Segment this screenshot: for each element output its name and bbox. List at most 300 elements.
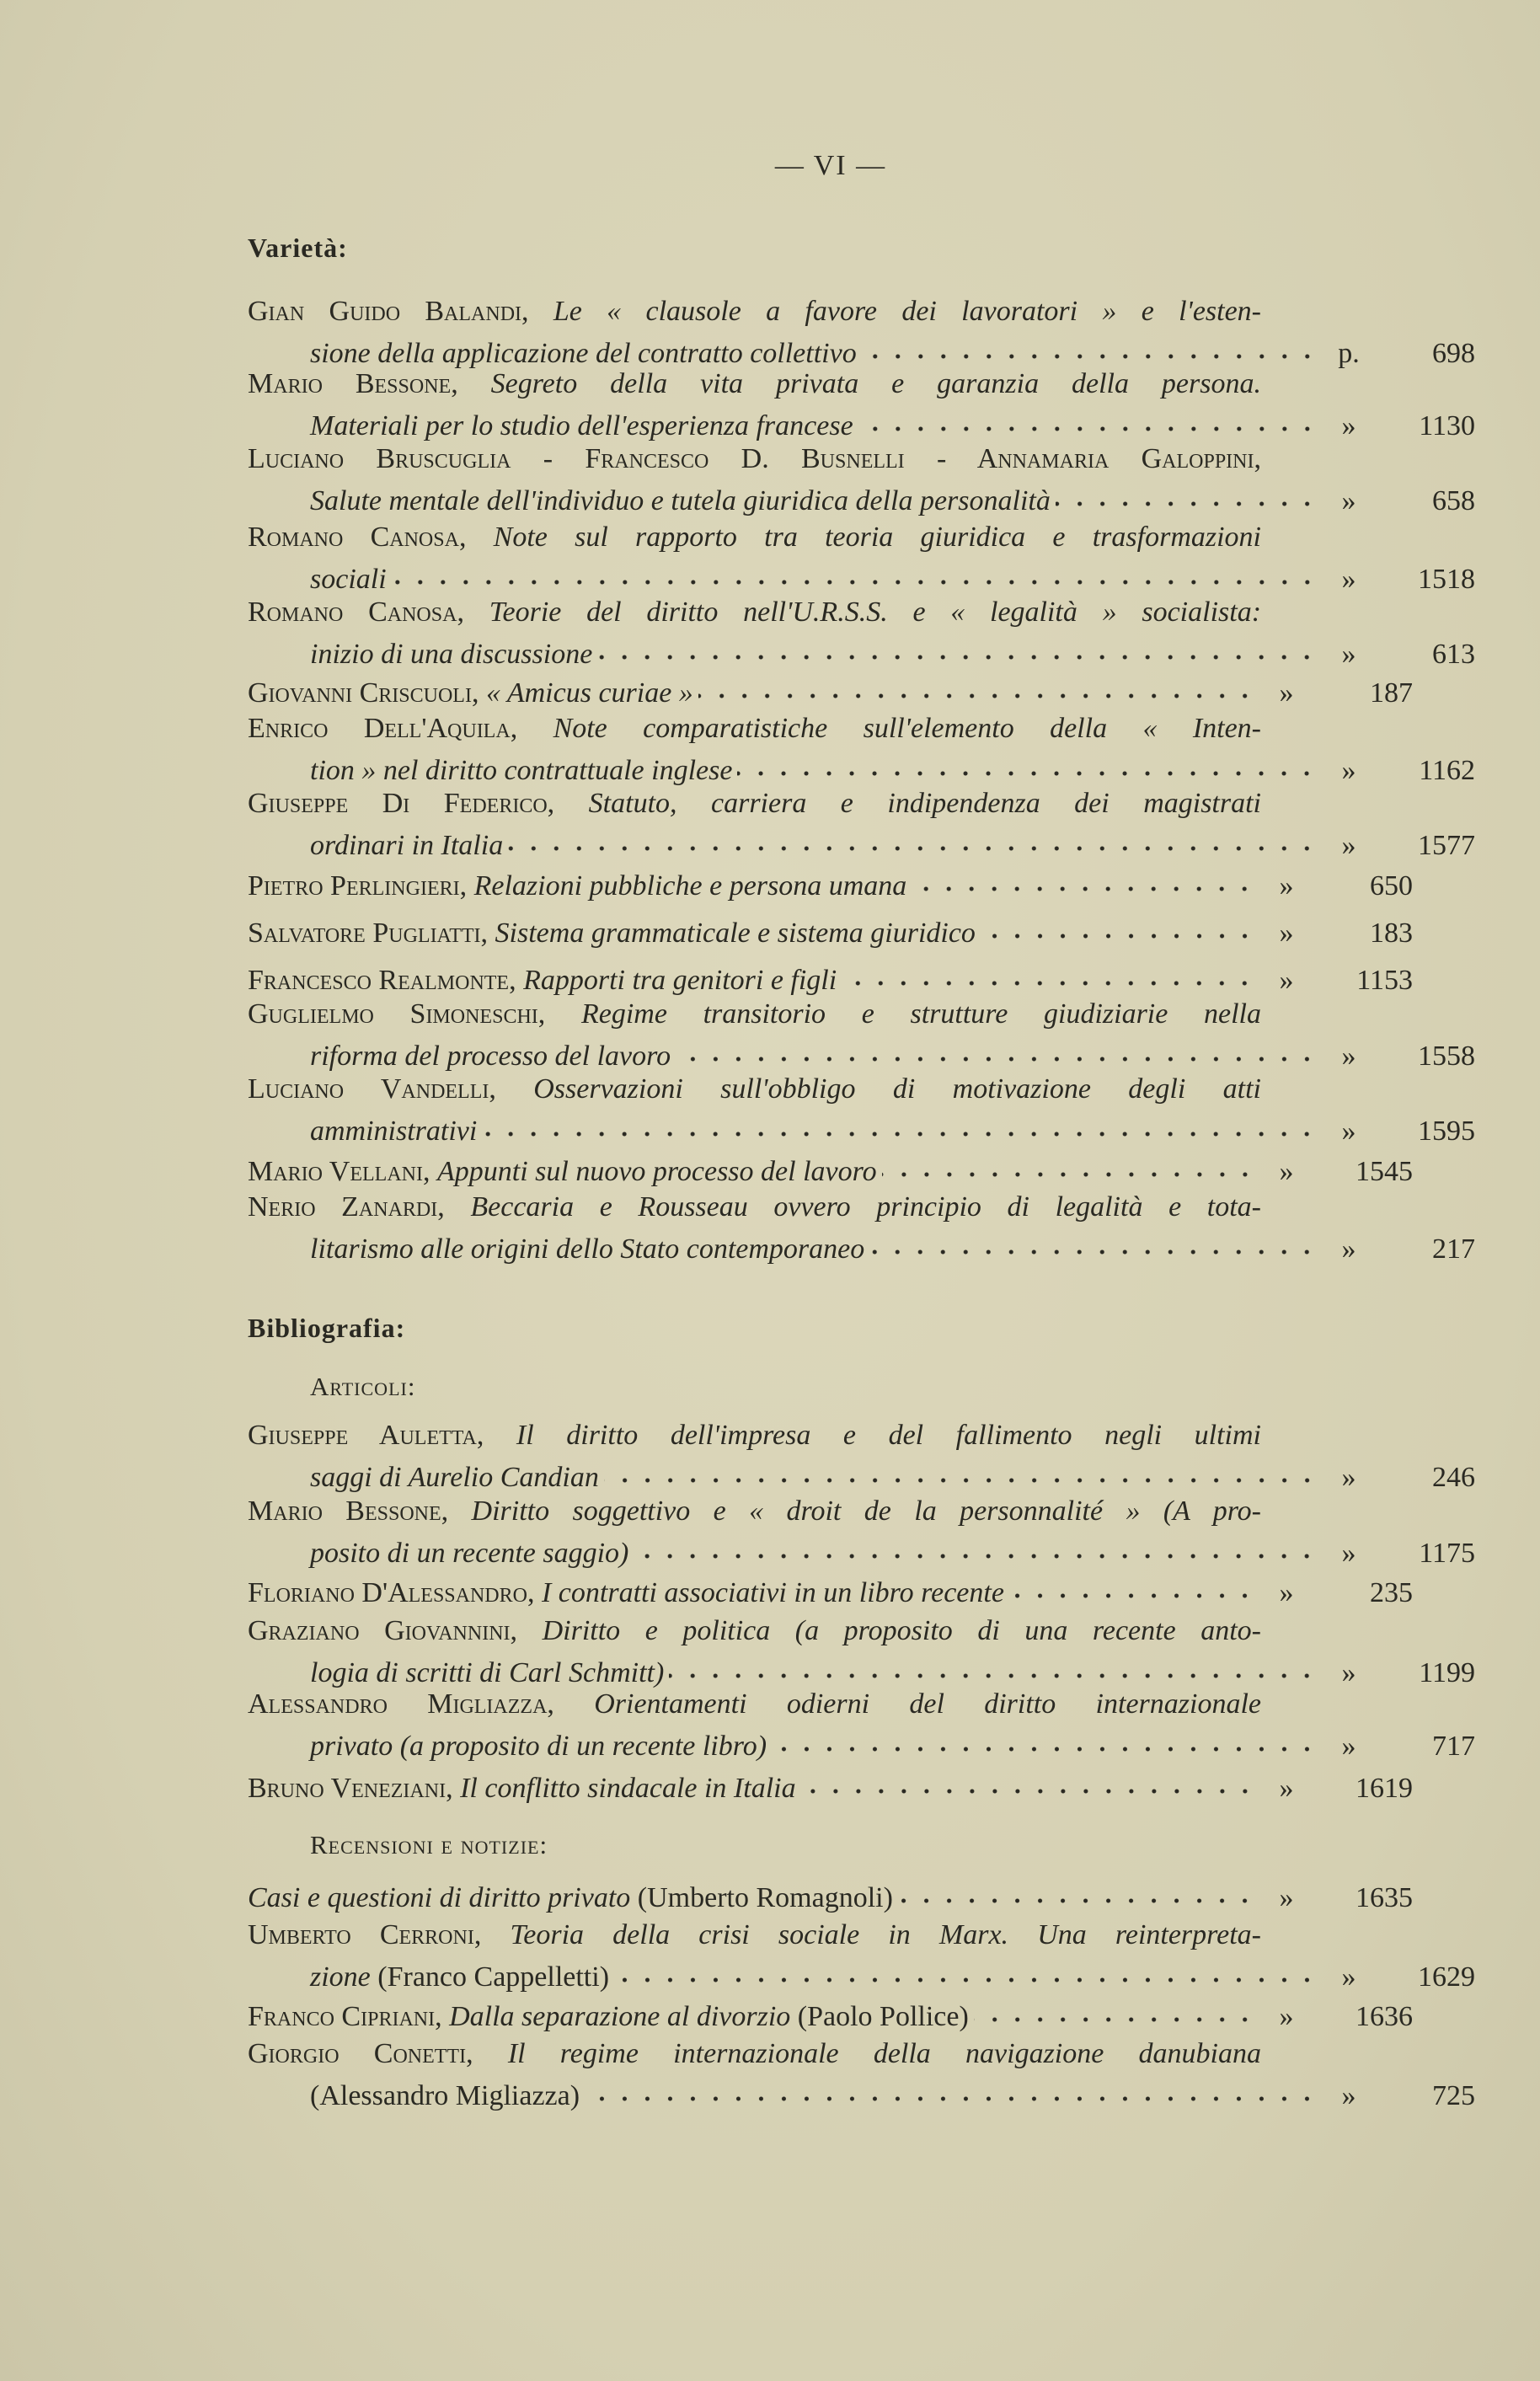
entry-leader-wrap xyxy=(310,629,1323,671)
toc-entry xyxy=(248,908,1413,950)
page-marker: » xyxy=(1341,485,1356,516)
page-number: 1619 xyxy=(1356,1773,1413,1804)
toc-entry xyxy=(248,1873,1413,1915)
entry-author: Giuseppe Auletta xyxy=(248,1420,477,1451)
entry-last-line xyxy=(248,401,1475,443)
page-number: 1629 xyxy=(1418,1961,1475,1993)
entry-title: ordinari in Italia xyxy=(310,830,504,861)
comma: , xyxy=(509,965,524,996)
entry-line-text xyxy=(248,1918,1261,1952)
dot-leader xyxy=(898,1873,1256,1907)
entry-leader-wrap xyxy=(310,329,1323,371)
entry-author: Bruno Veneziani xyxy=(248,1773,446,1804)
entry-leader-wrap xyxy=(310,401,1323,443)
dot-leader xyxy=(669,1648,1318,1682)
entry-last-line xyxy=(248,1721,1475,1763)
entry-title: Teoria della crisi sociale in Marx. Una reinterpreta- xyxy=(510,1919,1261,1950)
entry-author: Nerio Zanardi xyxy=(248,1191,438,1223)
entry-last-line xyxy=(248,821,1475,863)
toc-entry xyxy=(248,1073,1475,1148)
page-number: 717 xyxy=(1432,1731,1475,1762)
entry-title: Statuto, carriera e indipendenza dei magistrati xyxy=(588,788,1261,819)
entry-title: Il diritto dell'impresa e del fallimento negli ultimi xyxy=(516,1420,1261,1451)
entry-author: Guglielmo Simoneschi xyxy=(248,998,538,1030)
dot-leader xyxy=(392,554,1318,588)
entry-author: Giovanni Criscuoli xyxy=(248,677,472,709)
comma: , xyxy=(537,998,581,1030)
entry-leader-wrap xyxy=(248,668,1261,710)
entry-line-text xyxy=(310,1961,609,1994)
entry-leader-wrap xyxy=(310,476,1323,518)
page-marker: » xyxy=(1341,1233,1356,1265)
page-number: 1130 xyxy=(1419,410,1475,441)
page-number: 235 xyxy=(1370,1577,1413,1608)
entry-leader-wrap xyxy=(310,1031,1323,1073)
entry-title: riforma del processo del lavoro xyxy=(310,1041,671,1072)
entry-title: Osservazioni sull'obbligo di motivazione degli atti xyxy=(533,1073,1261,1105)
toc-entry xyxy=(248,442,1475,518)
page-number: 183 xyxy=(1370,918,1413,949)
entry-author: Giuseppe Di Federico xyxy=(248,788,548,819)
entry-title: Il conflitto sindacale in Italia xyxy=(460,1773,796,1804)
toc-entry xyxy=(248,1688,1475,1763)
page-number: 725 xyxy=(1432,2080,1475,2111)
entry-author: Mario Bessone xyxy=(248,368,452,399)
page-marker: » xyxy=(1341,639,1356,670)
entry-line-text xyxy=(248,1576,1004,1610)
entry-line xyxy=(248,1495,1413,1528)
entry-title: Segreto della vita privata e garanzia della persona. xyxy=(490,368,1261,399)
entry-last-line xyxy=(248,668,1413,710)
page-number: 698 xyxy=(1432,338,1475,369)
entry-leader-wrap xyxy=(310,1528,1323,1570)
comma: , xyxy=(547,788,589,819)
entry-title: tion » nel diritto contrattuale inglese xyxy=(310,755,733,786)
dot-leader xyxy=(482,1106,1318,1140)
entry-last-line xyxy=(248,1952,1475,1994)
entry-author: Franco Cipriani xyxy=(248,2001,436,2032)
page-number: 1199 xyxy=(1419,1657,1475,1688)
dot-leader xyxy=(508,821,1318,854)
toc-entry xyxy=(248,1614,1475,1690)
toc-entry xyxy=(248,955,1413,998)
entry-last-line xyxy=(248,1568,1413,1610)
entry-line xyxy=(248,367,1413,401)
entry-author: Mario Vellani xyxy=(248,1156,423,1187)
comma: , xyxy=(473,1919,511,1950)
toc-entry xyxy=(248,295,1475,371)
page-marker: » xyxy=(1341,1041,1356,1072)
entry-leader-wrap xyxy=(310,1224,1323,1266)
entry-line xyxy=(248,2037,1413,2071)
entry-line-text xyxy=(248,1614,1261,1648)
entry-last-line xyxy=(248,329,1475,371)
entry-line-text xyxy=(310,1040,671,1073)
toc-entry xyxy=(248,521,1475,597)
toc-entry xyxy=(248,1419,1475,1495)
entry-leader-wrap xyxy=(310,1453,1323,1495)
entry-title: Casi e questioni di diritto privato xyxy=(248,1882,631,1913)
dot-leader xyxy=(981,908,1256,942)
entry-author: Luciano Bruscuglia - Francesco D. Busnelli - Annamaria Galoppini xyxy=(248,443,1254,474)
entry-line-text xyxy=(310,638,592,671)
toc-entry xyxy=(248,861,1413,903)
entry-line-text xyxy=(248,2037,1261,2071)
entry-title: Dalla separazione al divorzio xyxy=(449,2001,791,2032)
entry-line-text xyxy=(248,712,1261,746)
page-number: 1518 xyxy=(1418,564,1475,595)
toc-entry xyxy=(248,712,1475,788)
page-marker: p. xyxy=(1338,338,1360,369)
entry-leader-wrap xyxy=(248,1873,1261,1915)
page-marker: » xyxy=(1279,2001,1294,2032)
entry-title: inizio di una discussione xyxy=(310,639,593,670)
entry-leader-wrap xyxy=(310,1106,1323,1148)
entry-line xyxy=(248,1614,1413,1648)
page-marker: » xyxy=(1341,1538,1356,1569)
entry-leader-wrap xyxy=(310,746,1323,788)
entry-line xyxy=(248,1073,1413,1106)
subsection-heading-recensioni: Recensioni e notizie: xyxy=(310,1830,548,1859)
entry-title: Le « clausole a favore dei lavoratori » e l'esten- xyxy=(553,296,1261,327)
page-number: 217 xyxy=(1432,1233,1475,1265)
entry-line-text xyxy=(248,677,693,710)
entry-line-text xyxy=(248,2000,969,2034)
entry-line-text xyxy=(310,563,387,597)
page-number: 1577 xyxy=(1418,830,1475,861)
section-heading-varieta: Varietà: xyxy=(248,233,348,263)
entry-title: Il regime internazionale della navigazione danubiana xyxy=(507,2038,1261,2069)
entry-title: Beccaria e Rousseau ovvero principio di legalità e tota- xyxy=(470,1191,1261,1223)
entry-leader-wrap xyxy=(310,1721,1323,1763)
entry-line-text xyxy=(248,1073,1261,1106)
comma: , xyxy=(476,1420,516,1451)
comma: , xyxy=(527,1577,542,1608)
entry-line-text xyxy=(310,1115,477,1148)
entry-leader-wrap xyxy=(310,821,1323,863)
entry-last-line xyxy=(248,1106,1475,1148)
entry-leader-wrap xyxy=(248,908,1261,950)
entry-leader-wrap xyxy=(248,1147,1261,1189)
entry-title: saggi di Aurelio Candian xyxy=(310,1462,599,1493)
entry-last-line xyxy=(248,1453,1475,1495)
toc-entry xyxy=(248,1147,1413,1189)
entry-last-line xyxy=(248,2071,1475,2113)
page-marker: » xyxy=(1341,564,1356,595)
dot-leader xyxy=(842,955,1256,989)
entry-title: Appunti sul nuovo processo del lavoro xyxy=(436,1156,877,1187)
entry-last-line xyxy=(248,861,1413,903)
entry-title: Regime transitorio e strutture giudiziarie nella xyxy=(580,998,1261,1030)
page-number: 1558 xyxy=(1418,1041,1475,1072)
entry-author: Romano Canosa xyxy=(248,597,457,628)
entry-line-text xyxy=(310,2079,580,2113)
entry-leader-wrap xyxy=(248,861,1261,903)
entry-title: Materiali per lo studio dell'esperienza francese xyxy=(310,410,853,441)
entry-line-text xyxy=(248,1190,1261,1224)
comma: , xyxy=(451,368,491,399)
entry-line xyxy=(248,295,1413,329)
entry-last-line xyxy=(248,955,1413,998)
toc-entry xyxy=(248,1495,1475,1570)
entry-line xyxy=(248,442,1413,476)
page-marker: » xyxy=(1341,2080,1356,2111)
entry-line-text xyxy=(310,409,853,443)
comma: , xyxy=(489,1073,534,1105)
toc-entry xyxy=(248,787,1475,863)
entry-author: Umberto Cerroni xyxy=(248,1919,474,1950)
toc-entry xyxy=(248,1918,1475,1994)
entry-last-line xyxy=(248,746,1475,788)
dot-leader xyxy=(737,746,1318,779)
comma: , xyxy=(480,918,495,949)
comma: , xyxy=(441,1495,472,1527)
entry-author: Salvatore Pugliatti xyxy=(248,918,481,949)
entry-line-text xyxy=(310,829,503,863)
entry-author: Graziano Giovannini xyxy=(248,1615,511,1646)
entry-line-text xyxy=(310,1233,864,1266)
page-marker: » xyxy=(1341,755,1356,786)
entry-line-text xyxy=(248,295,1261,329)
page-number: 1175 xyxy=(1419,1538,1475,1569)
entry-line xyxy=(248,521,1413,554)
toc-entry xyxy=(248,1190,1475,1266)
comma: , xyxy=(446,1773,461,1804)
dot-leader xyxy=(974,1992,1256,2025)
entry-line xyxy=(248,596,1413,629)
entry-line xyxy=(248,1419,1413,1453)
entry-line-text xyxy=(310,1461,599,1495)
entry-line-text xyxy=(248,1688,1261,1721)
entry-line-text xyxy=(248,1772,796,1806)
comma: , xyxy=(459,870,474,902)
entry-last-line xyxy=(248,1873,1413,1915)
entry-author: Floriano D'Alessandro xyxy=(248,1577,527,1608)
entry-line-text xyxy=(310,1656,664,1690)
entry-title: posito di un recente saggio) xyxy=(310,1538,629,1569)
entry-line-text xyxy=(310,1730,767,1763)
entry-line-text xyxy=(248,1419,1261,1453)
page-marker: » xyxy=(1279,677,1294,709)
entry-last-line xyxy=(248,1147,1413,1189)
entry-leader-wrap xyxy=(310,1952,1323,1994)
toc-entry xyxy=(248,367,1475,443)
entry-title: Teorie del diritto nell'U.R.S.S. e « legalità » socialista: xyxy=(489,597,1261,628)
entry-title: Note sul rapporto tra teoria giuridica e trasformazioni xyxy=(493,522,1261,553)
entry-last-line xyxy=(248,1648,1475,1690)
comma: , xyxy=(510,713,553,744)
page-number: 650 xyxy=(1370,870,1413,902)
entry-last-line xyxy=(248,908,1413,950)
entry-leader-wrap xyxy=(310,1648,1323,1690)
entry-line-text xyxy=(310,337,857,371)
entry-author: Gian Guido Balandi xyxy=(248,296,522,327)
entry-last-line xyxy=(248,554,1475,597)
entry-last-line xyxy=(248,629,1475,671)
section-heading-bibliografia: Bibliografia: xyxy=(248,1313,406,1343)
page-number: 1636 xyxy=(1356,2001,1413,2032)
entry-author: Pietro Perlingieri xyxy=(248,870,460,902)
entry-title: logia di scritti di Carl Schmitt) xyxy=(310,1657,665,1688)
page-number: 1635 xyxy=(1356,1882,1413,1913)
entry-line-text xyxy=(248,869,906,903)
comma: , xyxy=(457,597,489,628)
entry-line xyxy=(248,1918,1413,1952)
dot-leader xyxy=(676,1031,1318,1065)
entry-line-text xyxy=(248,367,1261,401)
subsection-heading-articoli: Articoli: xyxy=(310,1372,416,1401)
page-marker: » xyxy=(1279,1156,1294,1187)
dot-leader xyxy=(614,1952,1318,1986)
entry-title: sione della applicazione del contratto collettivo xyxy=(310,338,857,369)
entry-line-text xyxy=(248,1155,877,1189)
page-marker: » xyxy=(1341,1961,1356,1993)
page-number: 613 xyxy=(1432,639,1475,670)
dot-leader xyxy=(869,1224,1318,1258)
entry-leader-wrap xyxy=(248,1568,1261,1610)
entry-last-line xyxy=(248,1763,1413,1806)
dot-leader xyxy=(882,1147,1256,1180)
comma: , xyxy=(547,1688,595,1720)
page-marker: » xyxy=(1279,1882,1294,1913)
entry-line-text xyxy=(248,964,837,998)
entry-title: Orientamenti odierni del diritto internazionale xyxy=(594,1688,1261,1720)
entry-last-line xyxy=(248,1031,1475,1073)
dot-leader xyxy=(1009,1568,1256,1602)
page-number: 1595 xyxy=(1418,1116,1475,1147)
dot-leader xyxy=(634,1528,1318,1562)
comma: , xyxy=(466,2038,508,2069)
toc-entry xyxy=(248,998,1475,1073)
page-marker: » xyxy=(1279,870,1294,902)
entry-line-text xyxy=(310,754,732,788)
entry-line-text xyxy=(248,442,1261,476)
entry-line-text xyxy=(310,1537,628,1570)
entry-line xyxy=(248,1190,1413,1224)
page-marker: » xyxy=(1279,965,1294,996)
entry-title: I contratti associativi in un libro recente xyxy=(541,1577,1004,1608)
entry-last-line xyxy=(248,476,1475,518)
entry-title: Salute mentale dell'individuo e tutela giuridica della personalità xyxy=(310,485,1051,516)
entry-author: Enrico Dell'Aquila xyxy=(248,713,511,744)
entry-line xyxy=(248,998,1413,1031)
dot-leader xyxy=(772,1721,1318,1755)
dot-leader xyxy=(585,2071,1318,2105)
comma: , xyxy=(1254,443,1261,474)
entry-author: Luciano Vandelli xyxy=(248,1073,489,1105)
entry-last-line xyxy=(248,1224,1475,1266)
entry-line xyxy=(248,787,1413,821)
entry-line xyxy=(248,1688,1413,1721)
page-number: 658 xyxy=(1432,485,1475,516)
entry-leader-wrap xyxy=(248,955,1261,998)
entry-line-text xyxy=(248,1495,1261,1528)
entry-reviewer: (Umberto Romagnoli) xyxy=(630,1882,893,1913)
page-marker: » xyxy=(1341,1462,1356,1493)
entry-author: Giorgio Conetti xyxy=(248,2038,467,2069)
page-number: 1545 xyxy=(1356,1156,1413,1187)
entry-leader-wrap xyxy=(248,1763,1261,1806)
dot-leader xyxy=(698,668,1256,702)
comma: , xyxy=(510,1615,543,1646)
entry-line-text xyxy=(248,917,976,950)
page-number: 1153 xyxy=(1356,965,1413,996)
entry-title: Note comparatistiche sull'elemento della « Inten- xyxy=(553,713,1261,744)
page-marker: » xyxy=(1341,1731,1356,1762)
comma: , xyxy=(435,2001,450,2032)
entry-reviewer: (Paolo Pollice) xyxy=(790,2001,969,2032)
comma: , xyxy=(437,1191,471,1223)
toc-entry xyxy=(248,1992,1413,2034)
toc-entry xyxy=(248,1568,1413,1610)
dot-leader xyxy=(801,1763,1256,1797)
dot-leader xyxy=(604,1453,1318,1486)
entry-leader-wrap xyxy=(248,1992,1261,2034)
page-marker: » xyxy=(1341,410,1356,441)
entry-author: Francesco Realmonte xyxy=(248,965,510,996)
dot-leader xyxy=(862,329,1318,362)
page-marker: » xyxy=(1341,830,1356,861)
entry-reviewer: (Alessandro Migliazza) xyxy=(310,2080,580,2111)
page-marker: » xyxy=(1279,1577,1294,1608)
entry-title: privato (a proposito di un recente libro) xyxy=(310,1731,767,1762)
entry-title: sociali xyxy=(310,564,387,595)
entry-title: Rapporti tra genitori e figli xyxy=(523,965,837,996)
entry-line-text xyxy=(248,521,1261,554)
page-marker: » xyxy=(1341,1657,1356,1688)
comma: , xyxy=(521,296,553,327)
entry-line xyxy=(248,712,1413,746)
toc-entry xyxy=(248,596,1475,671)
comma: , xyxy=(471,677,486,709)
page-marker: » xyxy=(1341,1116,1356,1147)
comma: , xyxy=(458,522,494,553)
page-marker: » xyxy=(1279,1773,1294,1804)
entry-last-line xyxy=(248,1992,1413,2034)
toc-entry xyxy=(248,668,1413,710)
dot-leader xyxy=(912,861,1256,895)
entry-title: « Amicus curiae » xyxy=(485,677,693,709)
entry-line-text xyxy=(248,787,1261,821)
entry-title: Sistema grammaticale e sistema giuridico xyxy=(495,918,976,949)
entry-author: Alessandro Migliazza xyxy=(248,1688,548,1720)
entry-line-text xyxy=(248,998,1261,1031)
entry-title: litarismo alle origini dello Stato contemporaneo xyxy=(310,1233,865,1265)
entry-last-line xyxy=(248,1528,1475,1570)
page-number-header: — VI — xyxy=(774,150,887,181)
dot-leader xyxy=(597,629,1318,663)
dot-leader xyxy=(858,401,1318,435)
entry-leader-wrap xyxy=(310,554,1323,597)
entry-line-text xyxy=(248,596,1261,629)
entry-title: amministrativi xyxy=(310,1116,478,1147)
entry-title: zione xyxy=(310,1961,371,1993)
page-number: 187 xyxy=(1370,677,1413,709)
toc-entry xyxy=(248,2037,1475,2113)
entry-line-text xyxy=(248,1881,893,1915)
page-number: 1162 xyxy=(1419,755,1475,786)
entry-reviewer: (Franco Cappelletti) xyxy=(370,1961,610,1993)
dot-leader xyxy=(1056,476,1318,510)
entry-title: Diritto e politica (a proposito di una recente anto- xyxy=(542,1615,1261,1646)
entry-title: Relazioni pubbliche e persona umana xyxy=(473,870,907,902)
toc-entry xyxy=(248,1763,1413,1806)
entry-line-text xyxy=(310,484,1051,518)
entry-title: Diritto soggettivo e « droit de la personnalité » (A pro- xyxy=(471,1495,1261,1527)
page-number: 246 xyxy=(1432,1462,1475,1493)
page-marker: » xyxy=(1279,918,1294,949)
entry-author: Mario Bessone xyxy=(248,1495,441,1527)
